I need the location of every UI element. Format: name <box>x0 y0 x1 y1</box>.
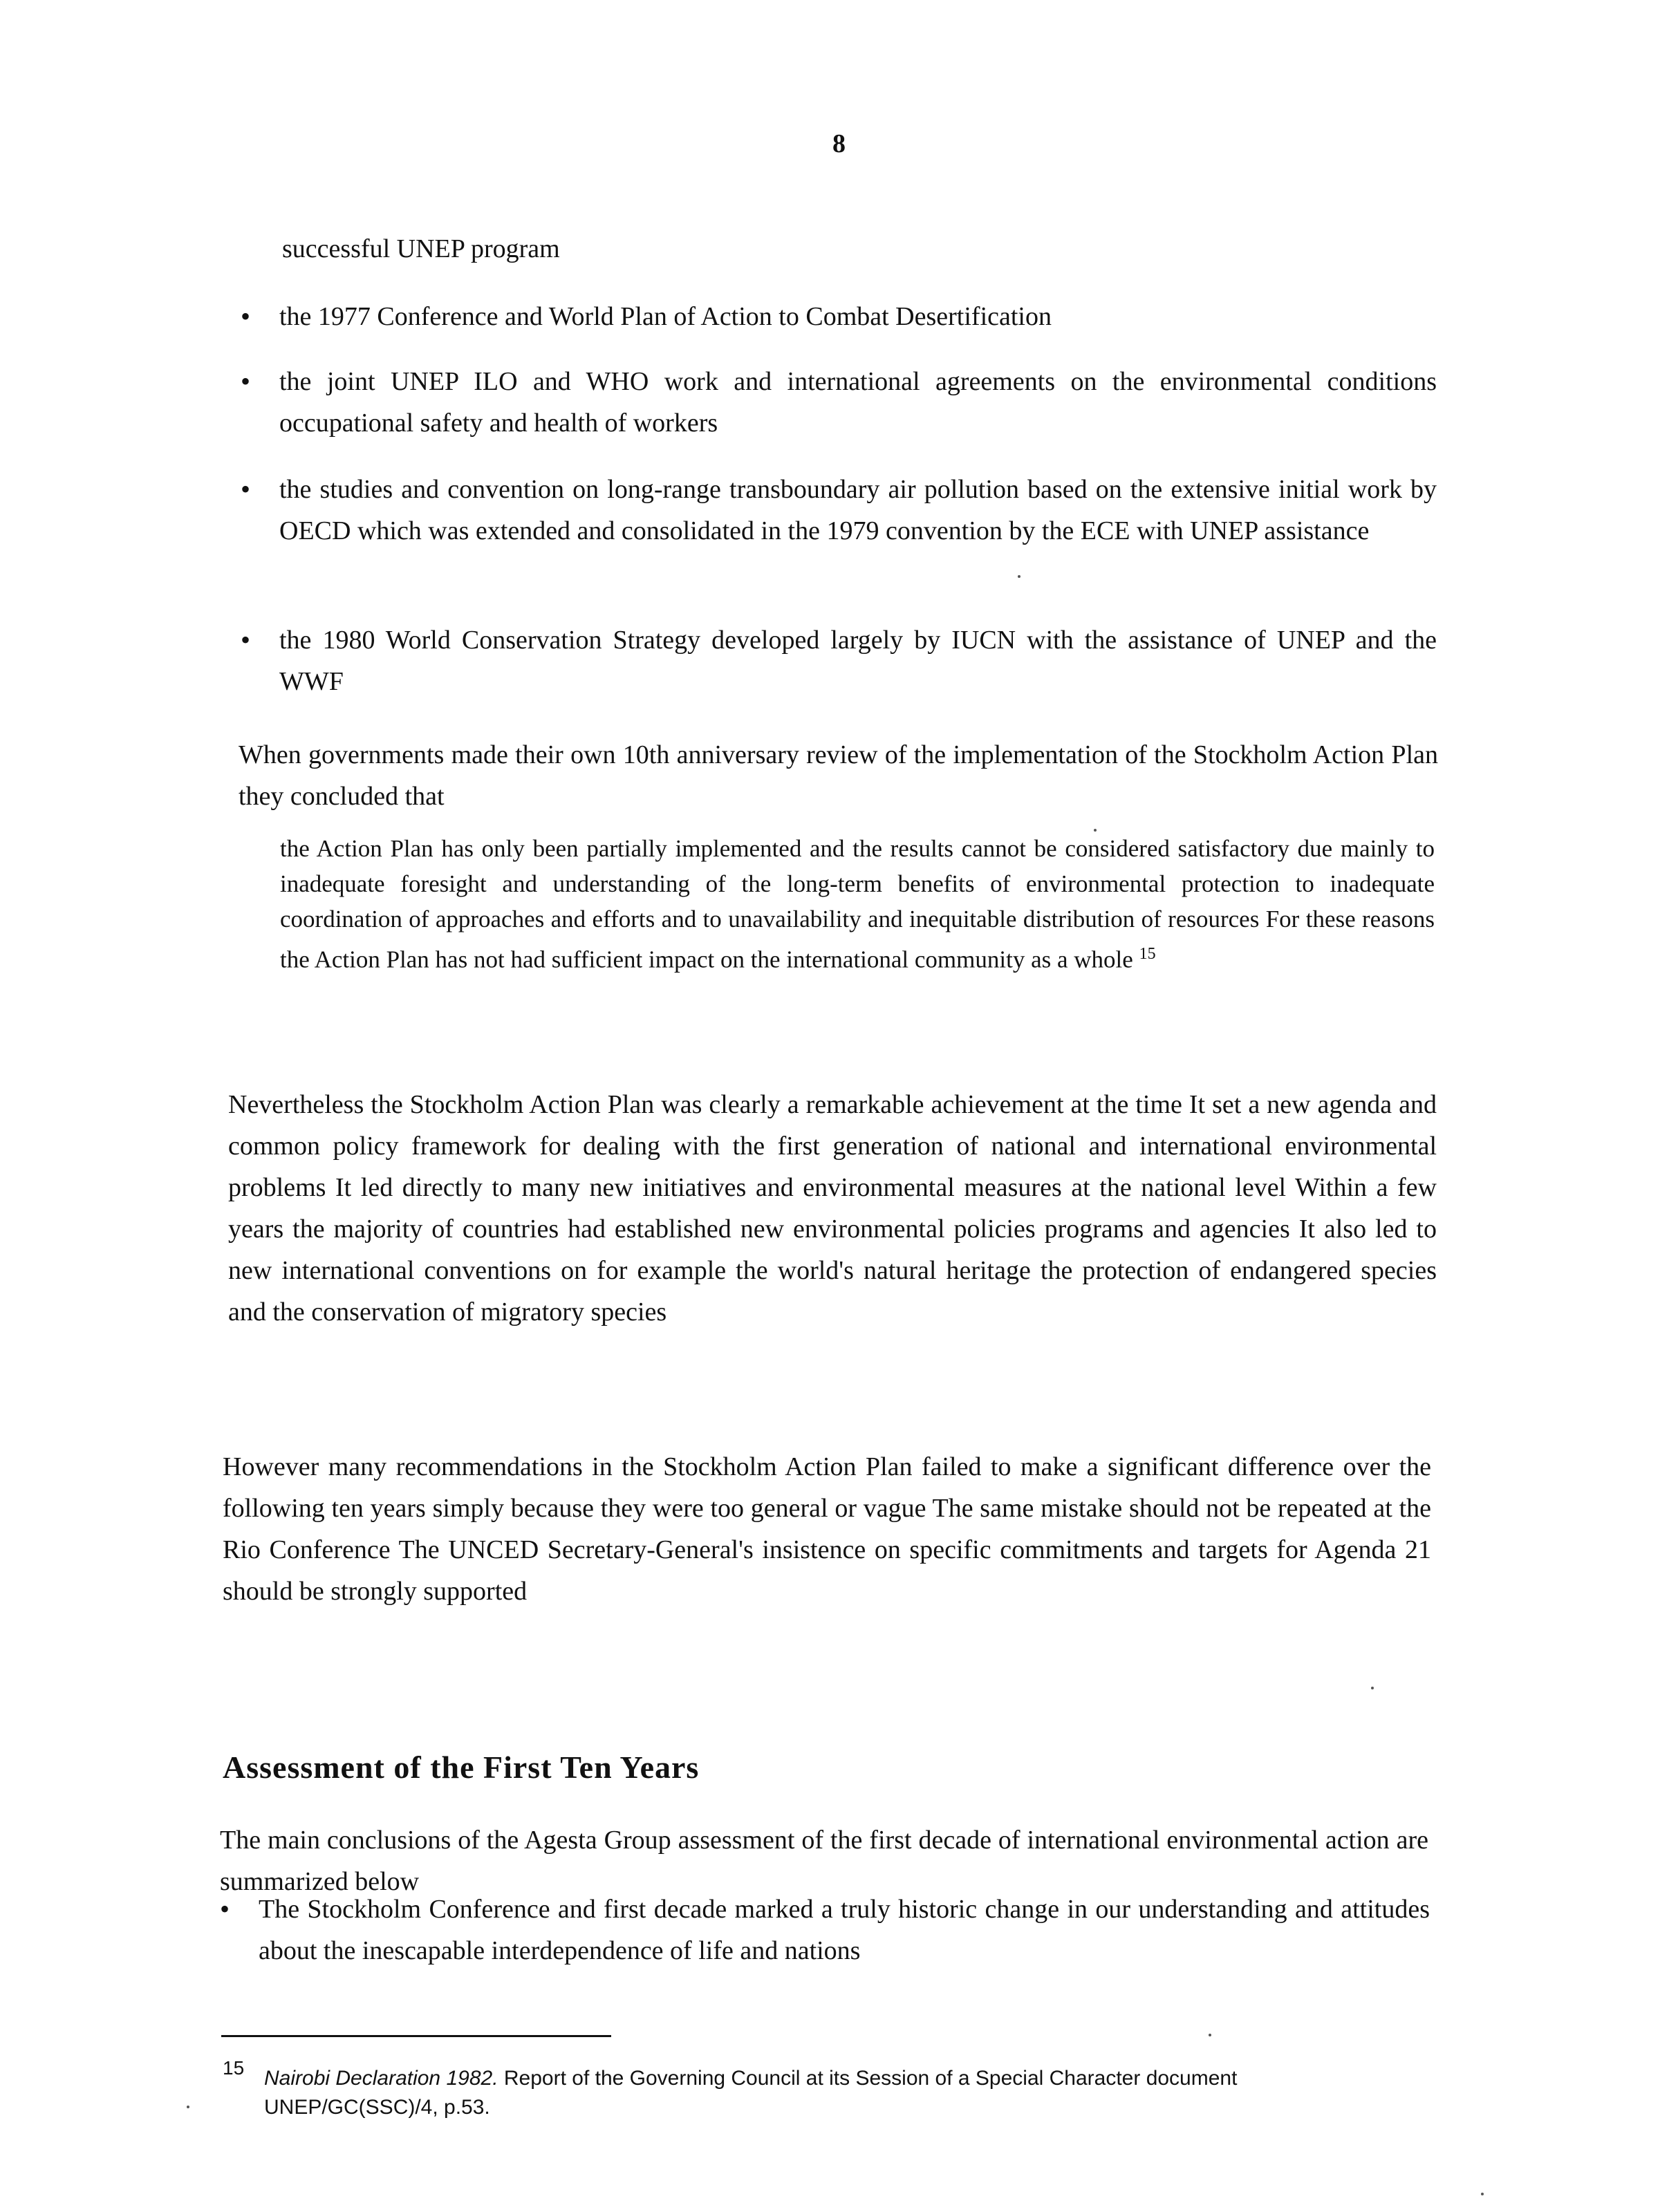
scan-speck <box>1094 829 1097 832</box>
footnote-reference: 15 <box>1139 945 1156 963</box>
document-page: 8 successful UNEP program • the 1977 Conference and World Plan of Action to Combat Desertification • the joint UNEP ILO and WHO work and international agreements on the environmental conditions occupational safety and health of workers • the studies and convention on long-range transboundary air pollution based on the extensive initial work by OECD which was extended and consolidated in the 1979 convention by the ECE with UNEP assistance • the 1980 World Conservation Strategy developed largely by IUCN with the assistance of UNEP and the WWF When governments made their own 10th anniversary review of the implementation of the Stockholm Action Plan they concluded that the Action Plan has only been partially implemented and the results cannot be considered satisfactory due mainly to inadequate foresight and understanding of the long-term benefits of environmental protection to inadequate coordination of approaches and efforts and to unavailability and inequitable distribution of resources For these reasons the Action Plan has not had sufficient impact on the international community as a whole $^{15}$ Nevertheless the Stockholm Action Plan was clearly a remarkable achievement at the time It set a new agenda and common policy framework for dealing with the first generation of national and international environmental problems It led directly to many new initiatives and environmental measures at the national level Within a few years the majority of countries had established new environmental policies programs and agencies It also led to new international conventions on for example the world's natural heritage the protection of endangered species and the conservation of migratory species However many recommendations in the Stockholm Action Plan failed to make a significant difference over the following ten years simply because they were too general or vague The same mistake should not be repeated at the Rio Conference The UNCED Secretary-General's insistence on specific commitments and targets for Agenda 21 should be strongly supported Assessment of the First Ten Years The main conclusions of the Agesta Group assessment of the first decade of international environmental action are summarized below • The Stockholm Conference and first decade marked a truly historic change in our understanding and attitudes about the inescapable interdependence of life and nations 15 Nairobi Declaration 1982. Report of the Governing Council at its Session of a Special Character document UNEP/GC(SSC)/4, p.53. <box>0 0 1678 2212</box>
paragraph-nevertheless: Nevertheless the Stockholm Action Plan was clearly a remarkable achievement at the time It set a new agenda and common policy framework for dealing with the first generation of national and international environmental problems It led directly to many new initiatives and environmental measures at the national level Within a few years the majority of countries had established new environmental policies programs and agencies It also led to new international conventions on for example the world's natural heritage the protection of endangered species and the conservation of migratory species <box>228 1090 1437 1327</box>
scan-speck <box>1371 1687 1374 1689</box>
scan-speck <box>187 2106 189 2108</box>
bullet-icon: • <box>241 366 251 397</box>
block-quote <box>280 831 1435 977</box>
scan-speck <box>1018 575 1020 578</box>
scan-speck <box>1209 2034 1211 2036</box>
quote-text: the Action Plan has only been partially implemented and the results cannot be considered satisfactory due mainly to inadequate foresight and understanding of the long-term benefits of environmental protection to inadequate coordination of approaches and efforts and to unavailability and inequitable distribution of resources For these reasons the Action Plan has not had sufficient impact on the international community as a whole <box>280 835 1435 973</box>
bullet-icon: • <box>241 624 251 655</box>
page-number: 8 <box>832 129 846 158</box>
section-intro: The main conclusions of the Agesta Group assessment of the first decade of international environmental action are summarized below <box>220 1826 1428 1896</box>
bullet-icon: • <box>241 301 251 332</box>
paragraph-however: However many recommendations in the Stockholm Action Plan failed to make a significant difference over the following ten years simply because they were too general or vague The same mistake should not be repeated at the Rio Conference The UNCED Secretary-General's insistence on specific commitments and targets for Agenda 21 should be strongly supported <box>223 1452 1431 1606</box>
footnote-title: Nairobi Declaration 1982. <box>264 2067 498 2090</box>
bullet-icon: • <box>241 474 251 505</box>
footnote-divider <box>221 2035 611 2037</box>
bullet-icon: • <box>220 1893 230 1924</box>
paragraph-review: When governments made their own 10th anniversary review of the implementation of the Stockholm Action Plan they concluded that <box>239 740 1438 811</box>
footnote <box>264 2064 1398 2122</box>
footnote-text: Report of the Governing Council at its Session of a Special Character document UNEP/GC(SSC)/4, p.53. <box>264 2067 1238 2119</box>
scan-speck <box>1481 2193 1484 2195</box>
section-heading: Assessment of the First Ten Years <box>223 1750 700 1785</box>
continuation-text: successful UNEP program <box>282 234 560 263</box>
footnote-number: 15 <box>223 2057 245 2079</box>
